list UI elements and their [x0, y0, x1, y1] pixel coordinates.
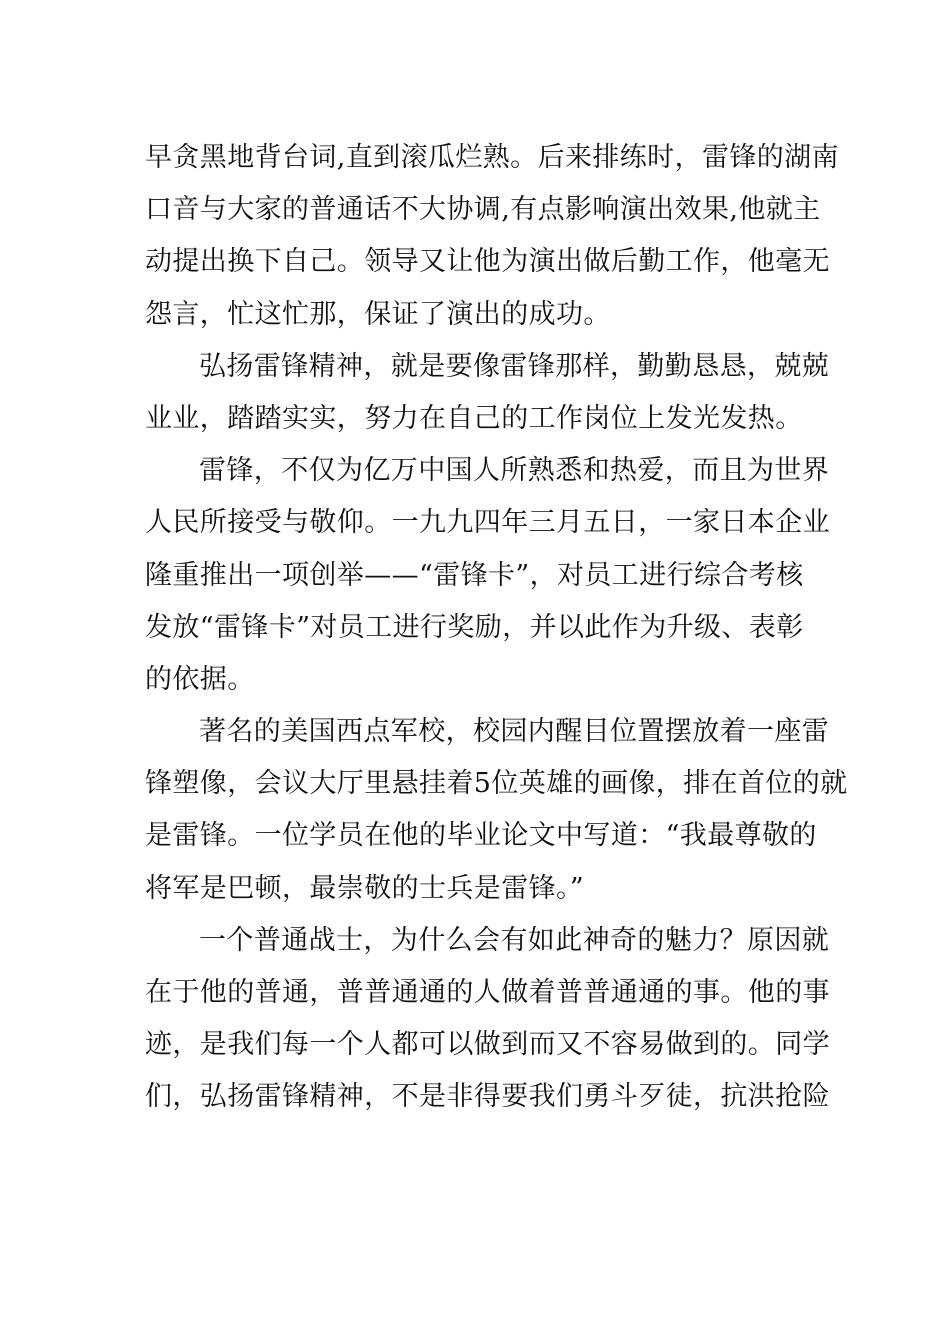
text-line: 迹，是我们每一个人都可以做到而又不容易做到的。同学	[145, 1029, 830, 1061]
text-line: 是雷锋。一位学员在他的毕业论文中写道：“我最尊敬的	[145, 820, 817, 852]
paragraph-first-line: 著名的美国西点军校，校园内醒目位置摆放着一座雷	[199, 716, 830, 748]
text-line: 锋塑像，会议大厅里悬挂着5位英雄的画像，排在首位的就	[145, 768, 848, 800]
text-line: 人民所接受与敬仰。一九九四年三月五日，一家日本企业	[145, 507, 830, 539]
text-line: 在于他的普通，普普通通的人做着普普通通的事。他的事	[145, 977, 830, 1008]
text-line: 口音与大家的普通话不大协调,有点影响演出效果,他就主	[145, 194, 821, 226]
text-line: 动提出换下自己。领导又让他为演出做后勤工作，他毫无	[145, 246, 830, 278]
document-body	[145, 132, 848, 1124]
text-line: 们，弘扬雷锋精神，不是非得要我们勇斗歹徒，抗洪抢险	[145, 1081, 830, 1113]
text-line: 早贪黑地背台词,直到滚瓜烂熟。后来排练时，雷锋的湖南	[145, 142, 839, 173]
paragraph-first-line: 雷锋，不仅为亿万中国人所熟悉和热爱，而且为世界	[199, 455, 830, 487]
text-line: 发放“雷锋卡”对员工进行奖励，并以此作为升级、表彰	[145, 611, 804, 643]
text-line: 隆重推出一项创举——“雷锋卡”，对员工进行综合考核	[145, 559, 804, 591]
paragraph-first-line: 一个普通战士，为什么会有如此神奇的魅力？原因就	[199, 924, 830, 956]
text-line: 的依据。	[145, 663, 255, 695]
text-line: 怨言，忙这忙那，保证了演出的成功。	[145, 298, 611, 330]
text-line: 将军是巴顿，最崇敬的士兵是雷锋。”	[145, 872, 585, 904]
paragraph-first-line: 弘扬雷锋精神，就是要像雷锋那样，勤勤恳恳，兢兢	[199, 350, 830, 382]
text-line: 业业，踏踏实实，努力在自己的工作岗位上发光发热。	[145, 402, 803, 434]
